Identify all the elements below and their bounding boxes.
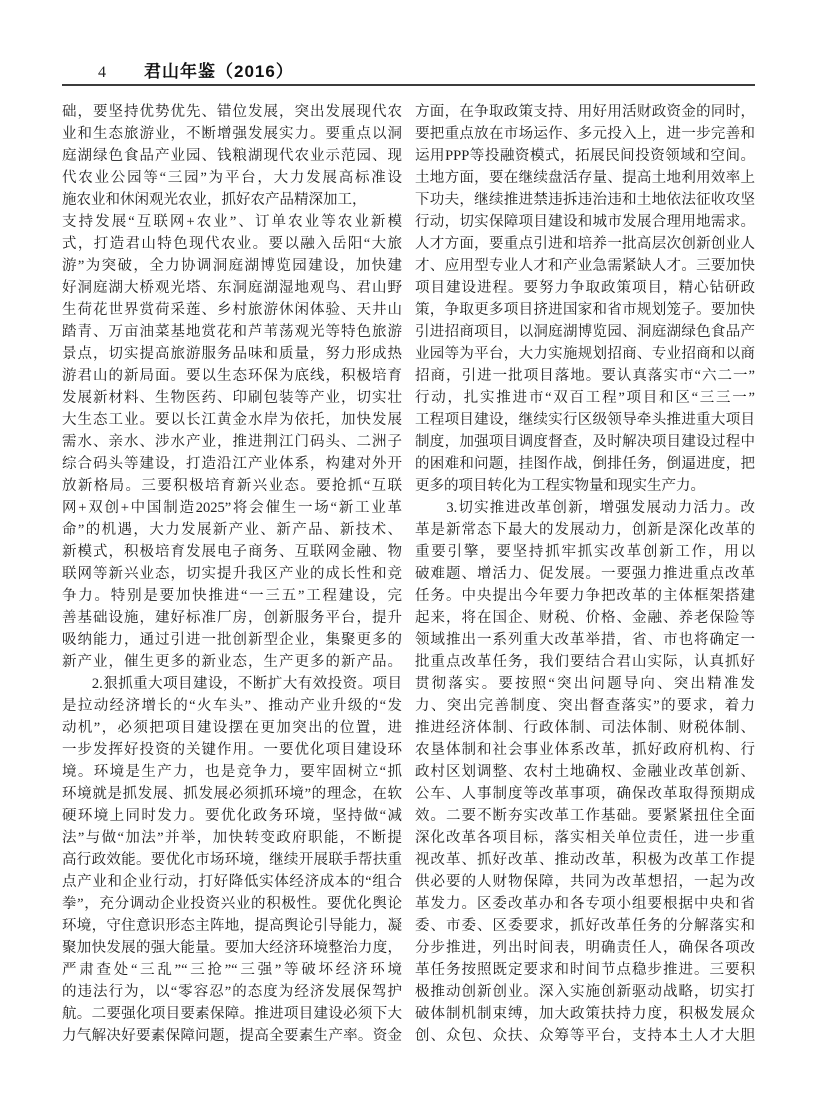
text-line: 分步推进，列出时间表，明确责任人，确保各项改 xyxy=(415,940,755,956)
book-title: 君山年鉴（2016） xyxy=(144,62,294,81)
text-line: 农垦体制和社会事业体系改革，抓好政府机构、行 xyxy=(415,742,755,758)
text-line: 聚加快发展的强大能量。要加大经济环境整治力度， xyxy=(62,940,402,956)
text-line: 新产业，催生更多的新业态，生产更多的新产品。 xyxy=(62,654,402,670)
text-line: 代农业公园等“三园”为平台，大力发展高标准设 xyxy=(62,170,402,186)
text-line: 严肃查处“三乱”“三抢”“三强”等破坏经济环境 xyxy=(62,962,402,978)
text-line: 深化改革各项目标，落实相关单位责任，进一步重 xyxy=(415,830,755,846)
text-line: 需水、亲水、涉水产业，推进荆江门码头、二洲子 xyxy=(62,434,402,450)
text-line: 招商，引进一批项目落地。要认真落实市“六二一” xyxy=(415,368,755,384)
text-line: 土地方面，要在继续盘活存量、提高土地利用效率上 xyxy=(415,170,755,186)
text-line: 极推动创新创业。深入实施创新驱动战略，切实打 xyxy=(415,984,755,1000)
text-line: 公车、人事制度等改革事项，确保改革取得预期成 xyxy=(415,786,755,802)
text-line: 新模式，积极培育发展电子商务、互联网金融、物 xyxy=(62,544,402,560)
text-line: 硬环境上同时发力。要优化政务环境，坚持做“减 xyxy=(62,808,402,824)
article-body xyxy=(62,101,755,1047)
text-line: 发展新材料、生物医药、印刷包装等产业，切实壮 xyxy=(62,390,402,406)
text-line: 推进经济体制、行政体制、司法体制、财税体制、 xyxy=(415,720,755,736)
text-line: 运用PPP等投融资模式，拓展民间投资领域和空间。 xyxy=(415,148,755,164)
text-line: 领域推出一系列重大改革举措，省、市也将确定一 xyxy=(415,632,755,648)
text-line: 动机”，必须把项目建设摆在更加突出的位置，进 xyxy=(62,720,402,736)
text-line: 委、市委、区委要求，抓好改革任务的分解落实和 xyxy=(415,918,755,934)
text-line: 工程项目建设，继续实行区级领导牵头推进重大项目 xyxy=(415,412,755,428)
text-line: 的违法行为，以“零容忍”的态度为经济发展保驾护 xyxy=(62,984,402,1000)
text-line: 庭湖绿色食品产业园、钱粮湖现代农业示范园、现 xyxy=(62,148,402,164)
text-line: 施农业和休闲观光农业，抓好农产品精深加工， xyxy=(62,192,367,208)
text-line: 下功夫，继续推进禁违拆违治违和土地依法征收攻坚 xyxy=(415,192,755,208)
text-line: 点产业和企业行动，打好降低实体经济成本的“组合 xyxy=(62,874,402,890)
text-line: 放新格局。三要积极培育新兴业态。要抢抓“互联 xyxy=(62,478,402,494)
text-line: 支持发展“互联网+农业”、订单农业等农业新模 xyxy=(62,214,402,230)
text-line: 生荷花世界赏荷采莲、乡村旅游休闲体验、天井山 xyxy=(62,302,402,318)
text-line: 贯彻落实。要按照“突出问题导向、突出精准发 xyxy=(415,676,755,692)
text-column-left xyxy=(62,101,402,1047)
text-line: 视改革、抓好改革、推动改革，积极为改革工作提 xyxy=(415,852,755,868)
text-line: 要把重点放在市场运作、多元投入上，进一步完善和 xyxy=(415,126,755,142)
text-line: 力气解决好要素保障问题，提高全要素生产率。资金 xyxy=(62,1028,402,1044)
text-line: 行动，切实保障项目建设和城市发展合理用地需求。 xyxy=(415,214,755,230)
text-line: 环境，守住意识形态主阵地，提高舆论引导能力，凝 xyxy=(62,918,402,934)
text-line: 一步发挥好投资的关键作用。一要优化项目建设环 xyxy=(62,742,402,758)
text-line: 境。环境是生产力，也是竞争力，要牢固树立“抓 xyxy=(62,764,402,780)
text-line: 方面，在争取政策支持、用好用活财政资金的同时， xyxy=(415,104,755,120)
text-line: 高行政效能。要优化市场环境，继续开展联手帮扶重 xyxy=(62,852,402,868)
text-line: 网+双创+中国制造2025”将会催生一场“新工业革 xyxy=(62,500,402,516)
text-line: 业园等为平台，大力实施规划招商、专业招商和以商 xyxy=(415,346,755,362)
text-line: 大生态工业。要以长江黄金水岸为依托，加快发展 xyxy=(62,412,402,428)
text-line: 航。二要强化项目要素保障。推进项目建设必须下大 xyxy=(62,1006,402,1022)
text-line: 游”为突破，全力协调洞庭湖博览园建设，加快建 xyxy=(62,258,402,274)
text-line: 游君山的新局面。要以生态环保为底线，积极培育 xyxy=(62,368,402,384)
page-header xyxy=(62,57,755,82)
text-line: 础，要坚持优势优先、错位发展，突出发展现代农 xyxy=(62,104,402,120)
text-line: 批重点改革任务，我们要结合君山实际，认真抓好 xyxy=(415,654,755,670)
page-number: 4 xyxy=(98,64,106,81)
text-line: 3.切实推进改革创新，增强发展动力活力。改 xyxy=(415,500,755,516)
text-line: 是拉动经济增长的“火车头”、推动产业升级的“发 xyxy=(62,698,402,714)
text-line: 的困难和问题，挂图作战，倒排任务，倒逼进度，把 xyxy=(415,456,755,472)
text-line: 法”与做“加法”并举，加快转变政府职能，不断提 xyxy=(62,830,402,846)
text-line: 供必要的人财物保障，共同为改革想招，一起为改 xyxy=(415,874,755,890)
text-line: 人才方面，要重点引进和培养一批高层次创新创业人 xyxy=(415,236,755,252)
text-line: 引进招商项目，以洞庭湖博览园、洞庭湖绿色食品产 xyxy=(415,324,755,340)
text-line: 式，打造君山特色现代农业。要以融入岳阳“大旅 xyxy=(62,236,402,252)
text-line: 重要引擎，要坚持抓牢抓实改革创新工作，用以 xyxy=(415,544,755,560)
text-line: 吸纳能力，通过引进一批创新型企业，集聚更多的 xyxy=(62,632,402,648)
text-line: 综合码头等建设，打造沿江产业体系，构建对外开 xyxy=(62,456,402,472)
text-line: 制度，加强项目调度督查，及时解决项目建设过程中 xyxy=(415,434,755,450)
text-line: 破体制机制束缚，加大政策扶持力度，积极发展众 xyxy=(415,1006,755,1022)
text-line: 创、众包、众扶、众筹等平台，支持本土人才大胆 xyxy=(415,1028,755,1044)
text-line: 策，争取更多项目挤进国家和省市规划笼子。要加快 xyxy=(415,302,755,318)
text-line: 更多的项目转化为工程实物量和现实生产力。 xyxy=(415,478,705,494)
text-line: 效。二要不断夯实改革工作基础。要紧紧扭住全面 xyxy=(415,808,755,824)
text-line: 好洞庭湖大桥观光塔、东洞庭湖湿地观鸟、君山野 xyxy=(62,280,402,296)
text-column-right xyxy=(415,101,755,1047)
text-line: 起来，将在国企、财税、价格、金融、养老保险等 xyxy=(415,610,755,626)
text-line: 拳”，充分调动企业投资兴业的积极性。要优化舆论 xyxy=(62,896,402,912)
text-line: 业和生态旅游业，不断增强发展实力。要重点以洞 xyxy=(62,126,402,142)
text-line: 政村区划调整、农村土地确权、金融业改革创新、 xyxy=(415,764,755,780)
text-line: 革任务按照既定要求和时间节点稳步推进。三要积 xyxy=(415,962,755,978)
text-line: 景点，切实提高旅游服务品味和质量，努力形成热 xyxy=(62,346,402,362)
text-line: 项目建设进程。要努力争取政策项目，精心钻研政 xyxy=(415,280,755,296)
text-line: 任务。中央提出今年要力争把改革的主体框架搭建 xyxy=(415,588,755,604)
text-line: 2.狠抓重大项目建设，不断扩大有效投资。项目 xyxy=(62,676,402,692)
text-line: 革发力。区委改革办和各专项小组要根据中央和省 xyxy=(415,896,755,912)
text-line: 联网等新兴业态，切实提升我区产业的成长性和竞 xyxy=(62,566,402,582)
text-line: 革是新常态下最大的发展动力，创新是深化改革的 xyxy=(415,522,755,538)
text-line: 命”的机遇，大力发展新产业、新产品、新技术、 xyxy=(62,522,402,538)
text-line: 善基础设施，建好标准厂房，创新服务平台，提升 xyxy=(62,610,402,626)
text-line: 才、应用型专业人才和产业急需紧缺人才。三要加快 xyxy=(415,258,755,274)
header-rule xyxy=(62,84,755,86)
text-line: 踏青、万亩油菜基地赏花和芦苇荡观光等特色旅游 xyxy=(62,324,402,340)
text-line: 力、突出完善制度、突出督查落实”的要求，着力 xyxy=(415,698,755,714)
text-line: 环境就是抓发展、抓发展必须抓环境”的理念，在软 xyxy=(62,786,402,802)
text-line: 争力。特别是要加快推进“一三五”工程建设，完 xyxy=(62,588,402,604)
text-line: 行动，扎实推进市“双百工程”项目和区“三三一” xyxy=(415,390,755,406)
text-line: 破难题、增活力、促发展。一要强力推进重点改革 xyxy=(415,566,755,582)
